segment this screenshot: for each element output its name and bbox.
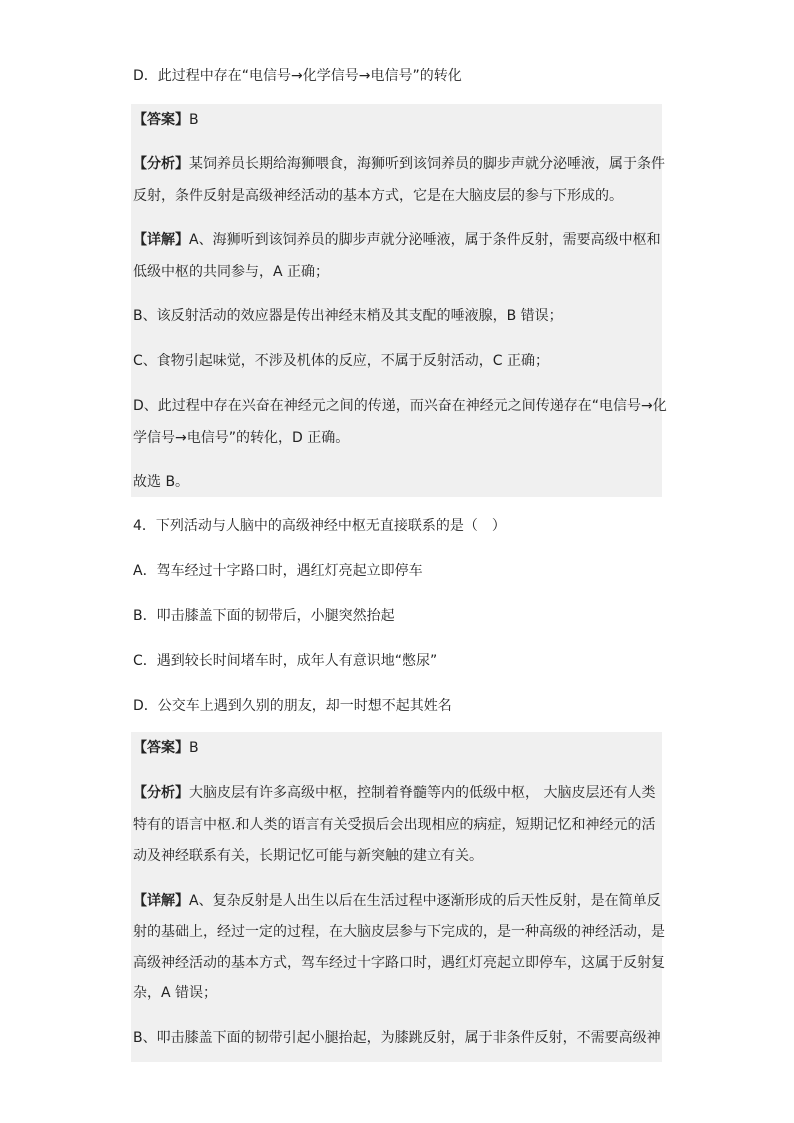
q3-answer-line — [133, 110, 199, 130]
q4-detail-a-line-3: 高级神经活动的基本方式，驾车经过十字路口时，遇红灯亮起立即停车，这属于反射复 — [133, 955, 665, 971]
q4-detail-a-line-1 — [133, 891, 661, 911]
q3-solution-block — [131, 104, 667, 497]
q3-detail-c: C、食物引起味觉，不涉及机体的反应，不属于反射活动，C 正确； — [133, 353, 549, 369]
detail-text: A、海狮听到该饲养员的脚步声就分泌唾液，属于条件反射，需要高级中枢和 — [189, 232, 661, 248]
q3-detail-a-line-2: 低级中枢的共同参与，A 正确； — [133, 264, 330, 280]
q4-solution-block — [131, 732, 665, 1062]
answer-tag: 【答案】 — [133, 112, 189, 128]
q4-detail-a-line-2: 射的基础上，经过一定的过程，在大脑皮层参与下完成的，是一种高级的神经活动，是 — [133, 924, 665, 940]
analysis-text: 某饲养员长期给海狮喂食，海狮听到该饲养员的脚步声就分泌唾液，属于条件 — [189, 156, 665, 172]
q3-conclusion: 故选 B。 — [133, 474, 190, 490]
q3-option-d: D．此过程中存在“电信号→化学信号→电信号”的转化 — [133, 68, 462, 84]
q4-analysis-line-3: 动及神经联系有关，长期记忆可能与新突触的建立有关。 — [133, 848, 483, 864]
analysis-text: 大脑皮层有许多高级中枢，控制着脊髓等内的低级中枢， 大脑皮层还有人类 — [189, 785, 656, 801]
q4-stem: 4．下列活动与人脑中的高级神经中枢无直接联系的是（ ） — [133, 518, 506, 534]
q4-option-d: D．公交车上遇到久别的朋友，却一时想不起其姓名 — [133, 698, 452, 714]
q3-analysis-line-1 — [133, 154, 665, 174]
q4-option-b: B．叩击膝盖下面的韧带后，小腿突然抬起 — [133, 608, 395, 624]
q4-option-a: A．驾车经过十字路口时，遇红灯亮起立即停车 — [133, 563, 423, 579]
q4-option-c: C．遇到较长时间堵车时，成年人有意识地“憋尿” — [133, 653, 438, 669]
answer-tag: 【答案】 — [133, 740, 189, 756]
q3-detail-d-line-1: D、此过程中存在兴奋在神经元之间的传递，而兴奋在神经元之间传递存在“电信号→化 — [133, 398, 667, 414]
q3-analysis-line-2: 反射，条件反射是高级神经活动的基本方式，它是在大脑皮层的参与下形成的。 — [133, 188, 623, 204]
q4-detail-a-line-4: 杂，A 错误； — [133, 985, 218, 1001]
detail-tag: 【详解】 — [133, 893, 189, 909]
detail-tag: 【详解】 — [133, 232, 189, 248]
analysis-tag: 【分析】 — [133, 785, 189, 801]
q4-analysis-line-2: 特有的语言中枢.和人类的语言有关受损后会出现相应的病症，短期记忆和神经元的活 — [133, 817, 656, 833]
q3-detail-d-line-2: 学信号→电信号”的转化，D 正确。 — [133, 430, 350, 446]
q4-analysis-line-1 — [133, 783, 655, 803]
answer-value: B — [189, 740, 199, 756]
q3-detail-b: B、该反射活动的效应器是传出神经末梢及其支配的唾液腺，B 错误； — [133, 308, 563, 324]
q4-detail-b: B、叩击膝盖下面的韧带引起小腿抬起，为膝跳反射，属于非条件反射，不需要高级神 — [133, 1030, 661, 1046]
answer-value: B — [189, 112, 199, 128]
analysis-tag: 【分析】 — [133, 156, 189, 172]
detail-text: A、复杂反射是人出生以后在生活过程中逐渐形成的后天性反射，是在简单反 — [189, 893, 661, 909]
q3-detail-a-line-1 — [133, 230, 661, 250]
q4-answer-line — [133, 738, 199, 758]
